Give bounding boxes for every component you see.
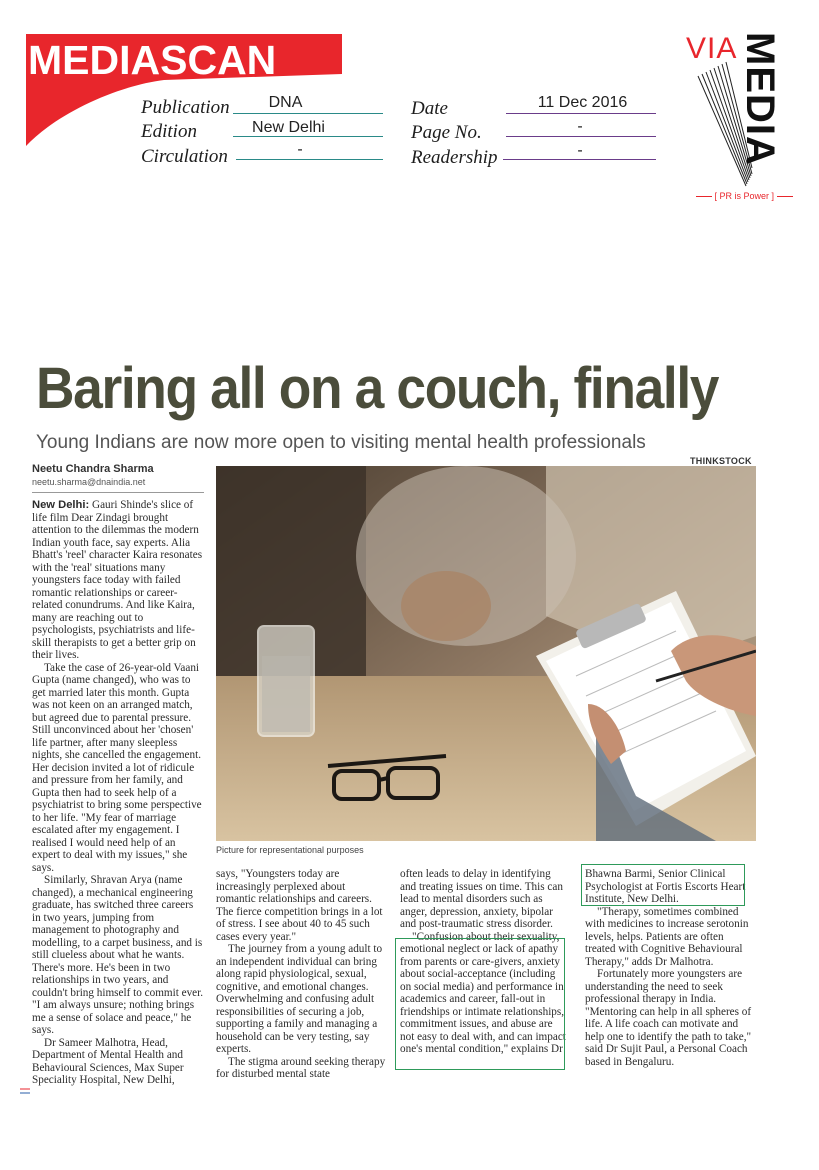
therapy-session-photo bbox=[216, 466, 756, 841]
col4-paragraph-3: Fortunately more youngsters are understanding the need to seek professional therapy in India. "Mentoring can help in all spheres of life. A life coach can motivate and help one to identify the path to take," said Dr Sujit Paul, a Personal Coach based in Bengaluru. bbox=[585, 968, 752, 1068]
col1-paragraph-4: Dr Sameer Malhotra, Head, Department of Mental Health and Behavioural Sciences, Max Super Speciality Hospital, New Delhi, bbox=[32, 1036, 184, 1086]
readership-label: Readership bbox=[411, 147, 498, 168]
edition-value: New Delhi bbox=[252, 119, 325, 136]
photo-caption: Picture for representational purposes bbox=[216, 845, 364, 855]
publication-label: Publication bbox=[141, 97, 230, 118]
tagline-rule-right bbox=[777, 196, 793, 197]
tagline-text: [ PR is Power ] bbox=[714, 191, 775, 201]
date-value: 11 Dec 2016 bbox=[537, 94, 628, 111]
author-name: Neetu Chandra Sharma bbox=[32, 463, 154, 475]
logo-wordmark: MEDIASCAN bbox=[28, 37, 277, 83]
col2-paragraph-1: says, "Youngsters today are increasingly perplexed about romantic relationships and careers. The fierce competition brings in a lot of stress. I see about 40 to 45 such cases every year." bbox=[216, 868, 383, 943]
col4-paragraph-2: "Therapy, sometimes combined with medicines to increase serotonin levels, helps. Patients are often treated with Cognitive Behavioural Therapy," adds Dr Malhotra. bbox=[585, 905, 749, 968]
via-word: VIA bbox=[686, 32, 738, 65]
article-headline: Baring all on a couch, finally bbox=[36, 356, 719, 421]
media-word: MEDIA bbox=[738, 32, 782, 166]
byline bbox=[32, 463, 207, 487]
edition-label: Edition bbox=[141, 121, 197, 142]
logo-text bbox=[28, 36, 276, 84]
article-column-1 bbox=[32, 499, 204, 1087]
highlight-box-attribution bbox=[581, 864, 745, 906]
date-rule bbox=[506, 113, 656, 114]
col4-paragraph-1: Bhawna Barmi, Senior Clinical Psychologist at Fortis Escorts Heart Institute, New Delhi. bbox=[585, 868, 746, 905]
publication-rule bbox=[233, 113, 383, 114]
photo-credit: THINKSTOCK bbox=[690, 456, 752, 466]
publication-value: DNA bbox=[268, 94, 303, 111]
page-label: Page No. bbox=[411, 122, 482, 143]
col2-paragraph-2: The journey from a young adult to an independent individual can bring along rapid physiological, sexual, cognitive, and emotional changes. Overwhelming and confusing adult responsibilities of securing a job, supporting a family and managing a household can be very testing, say experts. bbox=[216, 943, 383, 1055]
highlight-box-quote bbox=[395, 938, 565, 1070]
tagline-rule-left bbox=[696, 196, 712, 197]
col3-paragraph-1: often leads to delay in identifying and treating issues on time. This can lead to mental disorders such as anger, depression, anxiety, bipolar and post-traumatic stress disorder. bbox=[400, 868, 563, 930]
dateline: New Delhi: bbox=[32, 499, 90, 511]
date-label: Date bbox=[411, 98, 448, 119]
via-media-tagline bbox=[696, 191, 793, 201]
article-subhead: Young Indians are now more open to visiting mental health professionals bbox=[36, 432, 646, 453]
col1-paragraph-2: Take the case of 26-year-old Vaani Gupta (name changed), who was to get married later this month. Gupta was not keen on an arranged match, but agreed due to parental pressure. Still unconvinced about her 'chosen' life partner, after many sleepless nights, she cancelled the engagement. Her decision invited a lot of ridicule and pressure from her family, and Gupta then had to seek help of a psychiatrist to bring some perspective to her life. "My fear of marriage escalated after my engagement. I realised I would need help of an expert to deal with my issues," she says. bbox=[32, 661, 202, 874]
article-column-2 bbox=[216, 868, 386, 1081]
circulation-rule bbox=[236, 159, 383, 160]
circulation-value: - bbox=[297, 141, 303, 158]
col2-paragraph-3: The stigma around seeking therapy for disturbed mental state bbox=[216, 1055, 386, 1080]
col1-p1-text: Gauri Shinde's slice of life film Dear Zindagi brought attention to the dilemmas the modern Indian youth face, say experts. Alia Bhatt's 'reel' character Kaira resonates with the 'real' situations many youngsters face today with failed romantic relationships or career-related conundrums. And like Kaira, many are reaching out to psychologists, psychiatrists and life-skill therapists to get a better grip on their lives. bbox=[32, 499, 203, 661]
col1-paragraph-3: Similarly, Shravan Arya (name changed), a mechanical engineering graduate, has switched three careers in two years, jumping from management to photography and modelling, to a carpet business, and is still clueless about what he wants. There's more. He's been in two relationships in two years, and couldn't bring himself to commit ever. "I am always unsure; nothing brings me a sense of solace and peace," he says. bbox=[32, 874, 204, 1036]
col3-paragraph-2: "Confusion about their sexuality, emotional neglect or lack of apathy from parents or care-givers, anxiety about social-acceptance (including on social media) and performance in academics and career, fall-out in friendships or intimate relationships, commitment issues, and abuse are not easy to deal with, and can impact one's mental condition," explains Dr bbox=[400, 930, 566, 1055]
page-value: - bbox=[577, 118, 583, 135]
margin-mark-icon bbox=[20, 1088, 30, 1094]
circulation-label: Circulation bbox=[141, 146, 228, 167]
author-email: neetu.sharma@dnaindia.net bbox=[32, 477, 146, 487]
byline-divider bbox=[32, 492, 204, 493]
page-rule bbox=[506, 136, 656, 137]
via-media-logo bbox=[684, 30, 794, 210]
col1-paragraph-1 bbox=[32, 499, 204, 662]
photo-illustration-icon bbox=[216, 466, 756, 841]
readership-value: - bbox=[577, 142, 583, 159]
